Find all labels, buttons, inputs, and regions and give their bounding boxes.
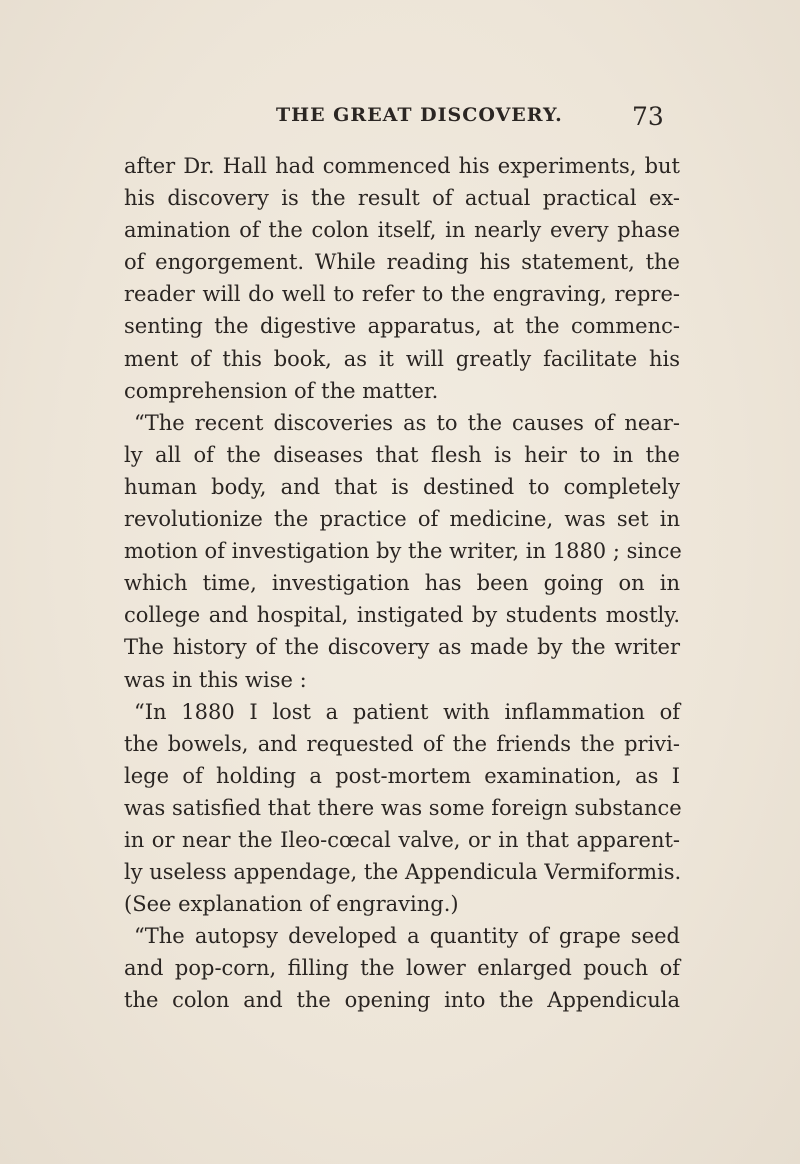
text-line: lege of holding a post-mortem examination, as I <box>124 763 680 788</box>
text-line: ly useless appendage, the Appendicula Vermiformis. <box>124 860 682 885</box>
text-line: of engorgement. While reading his statement, the <box>124 250 680 275</box>
text-line: The history of the discovery as made by the writer <box>124 635 680 660</box>
text-line: “In 1880 I lost a patient with inflammation of <box>134 699 680 724</box>
text-line: (See explanation of engraving.) <box>124 892 459 917</box>
text-line: and pop-corn, filling the lower enlarged pouch of <box>124 956 680 981</box>
text-line: his discovery is the result of actual practical ex- <box>124 186 680 211</box>
running-head: THE GREAT DISCOVERY. <box>276 104 563 126</box>
text-line: in or near the Ileo-cœcal valve, or in that apparent- <box>124 827 680 852</box>
body-text <box>124 150 680 1017</box>
text-line: amination of the colon itself, in nearly every phase <box>124 218 680 243</box>
text-line: reader will do well to refer to the engraving, repre- <box>124 282 680 307</box>
page-header <box>0 104 800 134</box>
text-line: revolutionize the practice of medicine, was set in <box>124 507 680 532</box>
text-line: after Dr. Hall had commenced his experiments, but <box>124 154 680 178</box>
text-line: was in this wise : <box>124 667 307 692</box>
text-line: ly all of the diseases that flesh is heir to in the <box>124 442 680 467</box>
text-line: human body, and that is destined to completely <box>124 474 680 499</box>
text-line: ment of this book, as it will greatly facilitate his <box>124 346 680 371</box>
text-line: the bowels, and requested of the friends the privi- <box>124 731 680 756</box>
text-line: college and hospital, instigated by students mostly. <box>124 603 680 628</box>
text-line: senting the digestive apparatus, at the commenc- <box>124 314 680 339</box>
text-line: was satisfied that there was some foreign substance <box>124 795 682 820</box>
text-line: which time, investigation has been going on in <box>124 571 680 596</box>
text-line: “The autopsy developed a quantity of grape seed <box>134 924 680 949</box>
text-line: motion of investigation by the writer, in 1880 ; since <box>124 539 682 564</box>
page-number: 73 <box>632 102 664 131</box>
text-line: the colon and the opening into the Appendicula <box>124 988 680 1013</box>
text-line: comprehension of the matter. <box>124 378 439 403</box>
text-line: “The recent discoveries as to the causes of near- <box>134 410 680 435</box>
